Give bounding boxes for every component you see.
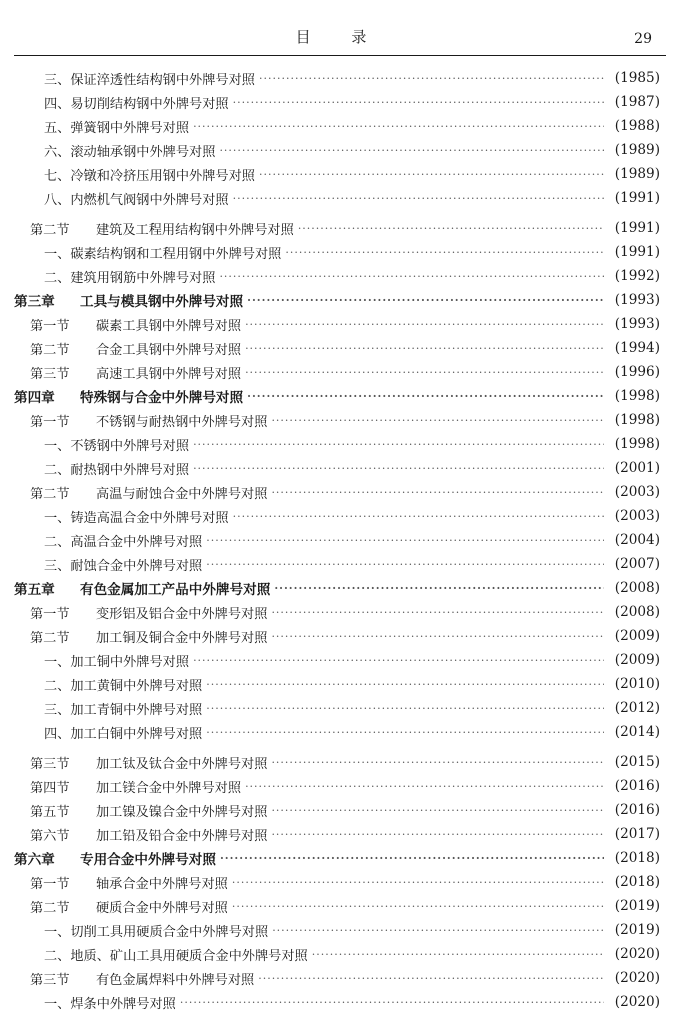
toc-item[interactable] bbox=[0, 114, 680, 138]
toc-section[interactable] bbox=[0, 798, 680, 822]
toc-item[interactable] bbox=[0, 186, 680, 210]
dot-leader bbox=[271, 630, 604, 643]
toc-entry-label bbox=[44, 165, 255, 184]
toc-entry-title: 变形铝及铝合金中外牌号对照 bbox=[96, 606, 268, 622]
toc-entry-page: (1994) bbox=[614, 340, 660, 356]
toc-entry-number: 第二节 bbox=[30, 342, 70, 358]
toc-entry-page: (1991) bbox=[614, 220, 660, 236]
toc-entry-title: 高温与耐蚀合金中外牌号对照 bbox=[96, 486, 268, 502]
toc-item[interactable] bbox=[0, 264, 680, 288]
page-header bbox=[14, 22, 666, 52]
toc-entry-page: (2016) bbox=[614, 802, 660, 818]
toc-item[interactable] bbox=[0, 240, 680, 264]
toc-chapter[interactable] bbox=[0, 846, 680, 870]
dot-leader bbox=[271, 606, 604, 619]
toc-entry-label bbox=[44, 69, 255, 88]
toc-entry-label bbox=[44, 189, 229, 208]
toc-entry-title: 加工镍及镍合金中外牌号对照 bbox=[96, 804, 268, 820]
page-number: 29 bbox=[634, 31, 652, 47]
toc-entry-page: (2019) bbox=[614, 922, 660, 938]
toc-entry-label bbox=[30, 483, 267, 502]
dot-leader bbox=[272, 924, 604, 937]
toc-entry-number: 第一节 bbox=[30, 876, 70, 892]
toc-entry-number: 第四节 bbox=[30, 780, 70, 796]
toc-entry-page: (1985) bbox=[614, 70, 660, 86]
dot-leader bbox=[245, 342, 604, 355]
toc-entry-label bbox=[30, 969, 254, 988]
toc-entry-title: 六、滚动轴承钢中外牌号对照 bbox=[44, 144, 216, 160]
toc-entry-page: (2001) bbox=[614, 460, 660, 476]
dot-leader bbox=[233, 96, 604, 109]
toc-entry-number: 第一节 bbox=[30, 606, 70, 622]
toc-entry-title: 二、高温合金中外牌号对照 bbox=[44, 534, 203, 550]
toc-entry-number: 第三节 bbox=[30, 972, 70, 988]
toc-entry-title: 二、建筑用钢筋中外牌号对照 bbox=[44, 270, 216, 286]
toc-entry-page: (2008) bbox=[614, 580, 660, 596]
toc-entry-title: 一、切削工具用硬质合金中外牌号对照 bbox=[44, 924, 269, 940]
toc-entry-label bbox=[30, 315, 241, 334]
toc-entry-page: (2014) bbox=[614, 724, 660, 740]
toc-entry-page: (2009) bbox=[614, 652, 660, 668]
toc-entry-label bbox=[30, 825, 267, 844]
toc-entry-page: (1991) bbox=[614, 190, 660, 206]
toc-entry-page: (2018) bbox=[614, 874, 660, 890]
toc-entry-label bbox=[44, 555, 202, 574]
toc-section[interactable] bbox=[0, 216, 680, 240]
toc-entry-number: 第二节 bbox=[30, 900, 70, 916]
dot-leader bbox=[312, 948, 604, 961]
dot-leader bbox=[285, 246, 604, 259]
dot-leader bbox=[219, 144, 604, 157]
dot-leader bbox=[233, 510, 604, 523]
toc-entry-label bbox=[44, 723, 202, 742]
toc-entry-label bbox=[30, 339, 241, 358]
toc-item[interactable] bbox=[0, 918, 680, 942]
toc-entry-page: (2007) bbox=[614, 556, 660, 572]
toc-entry-number: 第三节 bbox=[30, 366, 70, 382]
toc-entry-number: 第六节 bbox=[30, 828, 70, 844]
dot-leader bbox=[193, 120, 604, 133]
toc-entry-label bbox=[44, 651, 189, 670]
toc-item[interactable] bbox=[0, 90, 680, 114]
toc-section[interactable] bbox=[0, 870, 680, 894]
toc-entry-label bbox=[44, 531, 202, 550]
dot-leader bbox=[233, 192, 604, 205]
toc-entry-title: 加工铅及铅合金中外牌号对照 bbox=[96, 828, 268, 844]
toc-entry-label bbox=[44, 507, 229, 526]
toc-entry-label bbox=[44, 243, 281, 262]
toc-entry-page: (1993) bbox=[614, 316, 660, 332]
toc-entry-page: (2009) bbox=[614, 628, 660, 644]
dot-leader bbox=[206, 702, 604, 715]
toc-entry-label bbox=[44, 459, 189, 478]
toc-entry-title: 碳素工具钢中外牌号对照 bbox=[96, 318, 242, 334]
toc-entry-label bbox=[44, 435, 189, 454]
toc-entry-title: 四、加工白铜中外牌号对照 bbox=[44, 726, 203, 742]
dot-leader bbox=[193, 438, 604, 451]
toc-entry-number: 第五节 bbox=[30, 804, 70, 820]
toc-entry-title: 一、加工铜中外牌号对照 bbox=[44, 654, 190, 670]
toc-entry-page: (1989) bbox=[614, 166, 660, 182]
toc-item[interactable] bbox=[0, 504, 680, 528]
toc-entry-title: 一、碳素结构钢和工程用钢中外牌号对照 bbox=[44, 246, 282, 262]
toc-entry-title: 专用合金中外牌号对照 bbox=[80, 852, 216, 868]
dot-leader bbox=[206, 726, 604, 739]
toc-entry-label bbox=[30, 219, 294, 238]
toc-item[interactable] bbox=[0, 432, 680, 456]
toc-entry-label bbox=[44, 267, 215, 286]
toc-entry-number: 第六章 bbox=[14, 852, 55, 868]
toc-entry-title: 二、耐热钢中外牌号对照 bbox=[44, 462, 190, 478]
toc-entry-label bbox=[30, 897, 228, 916]
dot-leader bbox=[245, 366, 604, 379]
toc-section[interactable] bbox=[0, 822, 680, 846]
toc-entry-page: (2003) bbox=[614, 508, 660, 524]
toc-entry-label bbox=[30, 411, 267, 430]
toc-section[interactable] bbox=[0, 600, 680, 624]
toc-entry-title: 四、易切削结构钢中外牌号对照 bbox=[44, 96, 229, 112]
toc-entry-title: 特殊钢与合金中外牌号对照 bbox=[80, 390, 244, 406]
toc-entry-label bbox=[44, 699, 202, 718]
dot-leader bbox=[206, 678, 604, 691]
toc-entry-title: 加工铜及铜合金中外牌号对照 bbox=[96, 630, 268, 646]
dot-leader bbox=[206, 558, 604, 571]
toc-entry-title: 五、弹簧钢中外牌号对照 bbox=[44, 120, 190, 136]
toc-entry-page: (2004) bbox=[614, 532, 660, 548]
toc-section[interactable] bbox=[0, 360, 680, 384]
toc-entry-title: 一、铸造高温合金中外牌号对照 bbox=[44, 510, 229, 526]
dot-leader bbox=[247, 390, 604, 403]
toc-entry-page: (1998) bbox=[614, 412, 660, 428]
toc-entry-page: (2018) bbox=[614, 850, 660, 866]
toc-entry-title: 高速工具钢中外牌号对照 bbox=[96, 366, 242, 382]
toc-entry-page: (1989) bbox=[614, 142, 660, 158]
toc-entry-page: (2020) bbox=[614, 970, 660, 986]
toc-entry-title: 一、焊条中外牌号对照 bbox=[44, 996, 176, 1012]
toc-entry-label bbox=[14, 386, 243, 406]
toc-entry-title: 加工钛及钛合金中外牌号对照 bbox=[96, 756, 268, 772]
dot-leader bbox=[219, 270, 604, 283]
toc-item[interactable] bbox=[0, 990, 680, 1014]
toc-section[interactable] bbox=[0, 408, 680, 432]
toc-item[interactable] bbox=[0, 942, 680, 966]
toc-entry-title: 轴承合金中外牌号对照 bbox=[96, 876, 228, 892]
toc-section[interactable] bbox=[0, 336, 680, 360]
dot-leader bbox=[271, 756, 604, 769]
toc-entry-number: 第三节 bbox=[30, 756, 70, 772]
toc-entry-title: 工具与模具钢中外牌号对照 bbox=[80, 294, 244, 310]
toc-entry-page: (1991) bbox=[614, 244, 660, 260]
toc-entry-label bbox=[30, 777, 241, 796]
header-rule bbox=[14, 55, 666, 56]
dot-leader bbox=[259, 72, 604, 85]
toc-entry-number: 第三章 bbox=[14, 294, 55, 310]
toc-section[interactable] bbox=[0, 750, 680, 774]
toc-section[interactable] bbox=[0, 894, 680, 918]
toc-entry-title: 加工镁合金中外牌号对照 bbox=[96, 780, 242, 796]
toc-entry-page: (1993) bbox=[614, 292, 660, 308]
dot-leader bbox=[271, 828, 604, 841]
toc-entry-page: (2008) bbox=[614, 604, 660, 620]
toc-entry-page: (1992) bbox=[614, 268, 660, 284]
toc-entry-page: (1998) bbox=[614, 436, 660, 452]
toc-entry-page: (1988) bbox=[614, 118, 660, 134]
dot-leader bbox=[271, 414, 604, 427]
toc-item[interactable] bbox=[0, 552, 680, 576]
toc-entry-title: 合金工具钢中外牌号对照 bbox=[96, 342, 242, 358]
toc-item[interactable] bbox=[0, 528, 680, 552]
toc-entry-number: 第一节 bbox=[30, 414, 70, 430]
toc-entry-page: (2010) bbox=[614, 676, 660, 692]
dot-leader bbox=[180, 996, 604, 1009]
toc-entry-title: 硬质合金中外牌号对照 bbox=[96, 900, 228, 916]
toc-entry-label bbox=[30, 363, 241, 382]
toc-section[interactable] bbox=[0, 774, 680, 798]
toc-entry-title: 二、加工黄铜中外牌号对照 bbox=[44, 678, 203, 694]
dot-leader bbox=[258, 972, 604, 985]
toc-entry-title: 三、耐蚀合金中外牌号对照 bbox=[44, 558, 203, 574]
toc-item[interactable] bbox=[0, 138, 680, 162]
toc-item[interactable] bbox=[0, 456, 680, 480]
toc-entry-page: (1998) bbox=[614, 388, 660, 404]
dot-leader bbox=[274, 582, 604, 595]
toc-entry-title: 有色金属加工产品中外牌号对照 bbox=[80, 582, 271, 598]
dot-leader bbox=[193, 654, 604, 667]
toc-entry-page: (2017) bbox=[614, 826, 660, 842]
dot-leader bbox=[259, 168, 604, 181]
toc-item[interactable] bbox=[0, 696, 680, 720]
toc-entry-label bbox=[30, 801, 267, 820]
toc-entry-number: 第二节 bbox=[30, 222, 70, 238]
toc-entry-title: 三、加工青铜中外牌号对照 bbox=[44, 702, 203, 718]
dot-leader bbox=[298, 222, 604, 235]
toc-entry-label bbox=[44, 921, 268, 940]
page-title: 目 录 bbox=[295, 28, 385, 46]
dot-leader bbox=[245, 318, 604, 331]
toc-entry-number: 第一节 bbox=[30, 318, 70, 334]
toc-item[interactable] bbox=[0, 672, 680, 696]
toc-entry-title: 八、内燃机气阀钢中外牌号对照 bbox=[44, 192, 229, 208]
toc-entry-number: 第二节 bbox=[30, 486, 70, 502]
toc-entry-title: 二、地质、矿山工具用硬质合金中外牌号对照 bbox=[44, 948, 308, 964]
toc-entry-title: 有色金属焊料中外牌号对照 bbox=[96, 972, 255, 988]
dot-leader bbox=[232, 876, 604, 889]
toc-entry-number: 第四章 bbox=[14, 390, 55, 406]
toc-entry-label bbox=[44, 117, 189, 136]
toc-entry-page: (2012) bbox=[614, 700, 660, 716]
toc-section[interactable] bbox=[0, 966, 680, 990]
toc-entry-label bbox=[44, 93, 229, 112]
toc-entry-page: (1987) bbox=[614, 94, 660, 110]
toc-entry-label bbox=[44, 675, 202, 694]
toc-entry-label bbox=[30, 753, 267, 772]
toc-section[interactable] bbox=[0, 624, 680, 648]
toc-entry-label bbox=[30, 873, 228, 892]
toc-section[interactable] bbox=[0, 312, 680, 336]
toc-entry-label bbox=[30, 627, 267, 646]
dot-leader bbox=[206, 534, 604, 547]
dot-leader bbox=[271, 486, 604, 499]
dot-leader bbox=[245, 780, 604, 793]
dot-leader bbox=[220, 852, 604, 865]
toc-item[interactable] bbox=[0, 162, 680, 186]
toc-item[interactable] bbox=[0, 66, 680, 90]
toc-entry-page: (2019) bbox=[614, 898, 660, 914]
toc-entry-title: 一、不锈钢中外牌号对照 bbox=[44, 438, 190, 454]
toc-entry-label bbox=[14, 578, 270, 598]
toc-entry-title: 三、保证淬透性结构钢中外牌号对照 bbox=[44, 72, 255, 88]
toc-entry-label bbox=[44, 945, 308, 964]
toc-entry-title: 建筑及工程用结构钢中外牌号对照 bbox=[96, 222, 294, 238]
toc-section[interactable] bbox=[0, 480, 680, 504]
toc-entry-page: (2016) bbox=[614, 778, 660, 794]
toc-entry-page: (2015) bbox=[614, 754, 660, 770]
toc-item[interactable] bbox=[0, 720, 680, 744]
toc-chapter[interactable] bbox=[0, 288, 680, 312]
toc-chapter[interactable] bbox=[0, 384, 680, 408]
toc-entry-label bbox=[14, 848, 216, 868]
toc-entry-page: (1996) bbox=[614, 364, 660, 380]
toc-entry-title: 七、冷镦和冷挤压用钢中外牌号对照 bbox=[44, 168, 255, 184]
toc-entry-label bbox=[44, 993, 176, 1012]
dot-leader bbox=[271, 804, 604, 817]
toc-entry-label bbox=[44, 141, 215, 160]
toc-item[interactable] bbox=[0, 648, 680, 672]
dot-leader bbox=[193, 462, 604, 475]
toc-entry-label bbox=[30, 603, 267, 622]
toc-entry-number: 第五章 bbox=[14, 582, 55, 598]
toc-chapter[interactable] bbox=[0, 576, 680, 600]
toc-entry-title: 不锈钢与耐热钢中外牌号对照 bbox=[96, 414, 268, 430]
toc-entry-label bbox=[14, 290, 243, 310]
toc-entry-page: (2003) bbox=[614, 484, 660, 500]
toc-entry-number: 第二节 bbox=[30, 630, 70, 646]
toc-entry-page: (2020) bbox=[614, 994, 660, 1010]
dot-leader bbox=[232, 900, 604, 913]
dot-leader bbox=[247, 294, 604, 307]
toc-entry-page: (2020) bbox=[614, 946, 660, 962]
